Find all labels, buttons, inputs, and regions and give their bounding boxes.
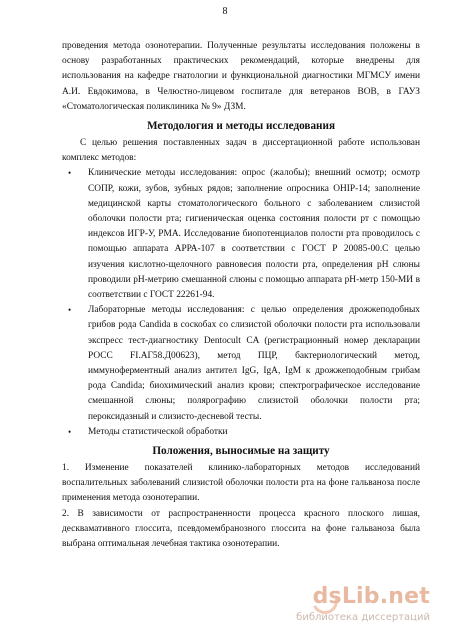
- list-item-text: Лабораторные методы исследования: с целью определения дрожжеподобных грибов рода Candida в соскобах со слизистой оболочки полости рта использовали экспресс тест-диагностику Dentocult CA (регистрационный номер декларации РОСС FI.АГ58.Д00623), метод ПЦР, бактериологический метод, иммуноферментный анализ антител IgG, IgA, IgM к дрожжеподобным грибам рода Candida; биохимический анализ крови; спектрографическое исследование смешанной слюны; полярографию слизистой оболочки полости рта; пероксидазный и слизисто-десневой тесты.: [88, 305, 420, 422]
- page-content: [62, 39, 420, 552]
- bullet-icon: •: [68, 305, 72, 316]
- list-item-text: Клинические методы исследования: опрос (жалобы); внешний осмотр; осмотр СОПР, кожи, зубов, зубных рядов; заполнение опросника OHIP-14; заполнение медицинской карты стоматологического больного с заболеванием слизистой оболочки полости рта; гигиеническая оценка состояния полости рт с помощью индексов ИГР-У, РМА. Исследование биопотенциалов полости рта проводилось с помощью аппарата АРРА-107 в соответствии с ГОСТ Р 20085-00.С целью изучения кислотно-щелочного равновесия полости рта, определения pH слюны проводили pH-метрию смешанной слюны с помощью аппарата pH-метр 150-МИ в соответствии с ГОСТ 22261-94.: [88, 168, 420, 301]
- bullet-icon: •: [68, 426, 72, 437]
- list-item-text: Методы статистической обработки: [88, 426, 228, 437]
- methods-heading: Методология и методы исследования: [146, 120, 335, 133]
- thesis-item: 2. В зависимости от распространенности процесса красного плоского лишая, десквамативного глоссита, псевдомембранозного глоссита на фоне гальваноза была выбрана оптимальная лечебная тактика озонотерапии.: [62, 508, 420, 550]
- watermark-caption: библиотека диссертаций: [296, 612, 430, 623]
- methods-list: [62, 166, 420, 440]
- methods-intro: С целью решения поставленных задач в диссертационной работе использован комплекс методов:: [62, 138, 420, 164]
- list-item: [62, 303, 420, 425]
- theses-heading: Положения, выносимые на защиту: [152, 445, 330, 458]
- intro-paragraph: проведения метода озонотерапии. Полученные результаты исследования положены в основу разработанных практических рекомендаций, которые внедрены для использования на кафедре гнатологии и функциональной диагностики МГМСУ имени А.И. Евдокимова, в Челюстно-лицевом госпитале для ветеранов ВОВ, в ГАУЗ «Стоматологическая поликлиника № 9» ДЗМ.: [62, 41, 420, 112]
- bullet-icon: •: [68, 168, 72, 179]
- thesis-item: 1. Изменение показателей клинико-лабораторных методов исследований воспалительных заболеваний слизистой оболочки полости рта на фоне гальваноза после применения метода озонотерапии.: [62, 463, 420, 504]
- page-number: 8: [222, 6, 228, 17]
- list-item: [62, 425, 420, 440]
- watermark: [270, 584, 430, 628]
- list-item: [62, 166, 420, 303]
- watermark-logo: dsLib.net: [312, 584, 430, 609]
